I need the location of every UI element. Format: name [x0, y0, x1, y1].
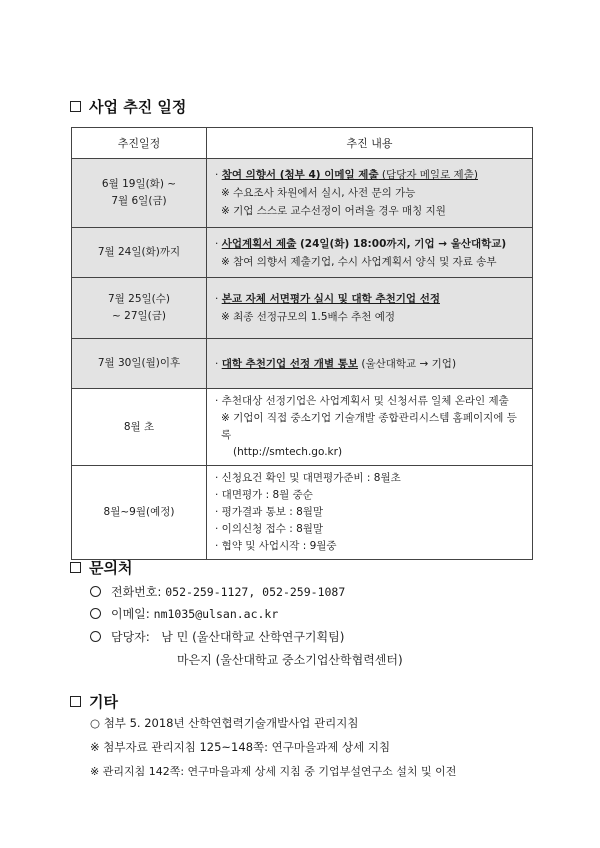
- circle-bullet-icon: [90, 631, 101, 642]
- table-row: [72, 466, 533, 560]
- row-date: 7월 25일(수) ~ 27일(금): [72, 278, 207, 339]
- section-title-etc: [70, 691, 118, 712]
- etc-line-1: ○ 첨부 5. 2018년 산학연협력기술개발사업 관리지침: [90, 716, 359, 730]
- row-note: ※ 참여 의향서 제출기업, 수시 사업계획서 양식 및 자료 송부: [221, 255, 497, 268]
- circle-bullet-icon: [90, 586, 101, 597]
- smtech-url: (http://smtech.go.kr): [233, 446, 343, 458]
- table-row: [72, 159, 533, 228]
- row-content: · 신청요건 확인 및 대면평가준비 : 8월초 · 대면평가 : 8월 중순 · 평가결과 통보 : 8월말 · 이의신청 접수 : 8월말 · 협약 및 사업시작 : 9월중: [207, 466, 533, 560]
- section-title-text: 문의처: [89, 559, 133, 577]
- table-row: [72, 389, 533, 466]
- email-address: nm1035@ulsan.ac.kr: [153, 606, 279, 621]
- schedule-table: [71, 127, 533, 560]
- row-content: · 추천대상 선정기업은 사업계획서 및 신청서류 일체 온라인 제출 ※ 기업이 직접 중소기업 기술개발 종합관리시스템 홈페이지에 등록 (http://smtech.go.kr): [207, 389, 533, 466]
- underlined-main-text: 참여 의향서 (첨부 4) 이메일 제출: [221, 169, 379, 181]
- contact-email: 이메일: nm1035@ulsan.ac.kr: [90, 605, 278, 622]
- contact-person: 담당자: 남 민 (울산대학교 산학연구기획팀): [90, 628, 344, 645]
- phone-number: 052-259-1127, 052-259-1087: [165, 584, 346, 599]
- header-content: 추진 내용: [207, 128, 533, 159]
- row-date: 8월~9월(예정): [72, 466, 207, 560]
- etc-line-2: ※ 첨부자료 관리지침 125~148쪽: 연구마을과제 상세 지침: [90, 740, 391, 754]
- row-content: · 사업계획서 제출 (24일(화) 18:00까지, 기업 → 울산대학교) ※ 참여 의향서 제출기업, 수시 사업계획서 양식 및 자료 송부: [207, 228, 533, 278]
- section-title-contact: [70, 557, 132, 578]
- row-date: 7월 30일(월)이후: [72, 339, 207, 389]
- checkbox-square-icon: [70, 101, 81, 112]
- section-title-text: 사업 추진 일정: [89, 98, 187, 116]
- table-row: [72, 339, 533, 389]
- row-date: 6월 19일(화) ~ 7월 6일(금): [72, 159, 207, 228]
- etc-line-3: ※ 관리지침 142쪽: 연구마을과제 상세 지침 중 기업부설연구소 설치 및 이전: [90, 765, 457, 778]
- underlined-main-text: 본교 자체 서면평가 실시 및 대학 추천기업 선정: [221, 293, 440, 305]
- checkbox-square-icon: [70, 696, 81, 707]
- row-content: · 대학 추천기업 선정 개별 통보 (울산대학교 → 기업): [207, 339, 533, 389]
- section-title-schedule: [70, 96, 186, 117]
- contact-person-2: 마은지 (울산대학교 중소기업산학협력센터): [177, 653, 403, 667]
- row-note: ※ 기업 스스로 교수선정이 어려울 경우 매칭 지원: [221, 205, 446, 217]
- section-title-text: 기타: [89, 693, 118, 711]
- table-header-row: [72, 128, 533, 159]
- header-date: 추진일정: [72, 128, 207, 159]
- underlined-main-text: 대학 추천기업 선정 개별 통보: [221, 357, 359, 370]
- row-note: ※ 수요조사 차원에서 실시, 사전 문의 가능: [221, 187, 416, 199]
- checkbox-square-icon: [70, 562, 81, 573]
- table-row: [72, 228, 533, 278]
- row-note: ※ 최종 선정규모의 1.5배수 추천 예정: [221, 311, 396, 323]
- row-content: · 본교 자체 서면평가 실시 및 대학 추천기업 선정 ※ 최종 선정규모의 1.5배수 추천 예정: [207, 278, 533, 339]
- row-date: 8월 초: [72, 389, 207, 466]
- contact-person-1: 남 민 (울산대학교 산학연구기획팀): [161, 630, 345, 644]
- row-content: · 참여 의향서 (첨부 4) 이메일 제출 (담당자 메일로 제출) ※ 수요조사 차원에서 실시, 사전 문의 가능 ※ 기업 스스로 교수선정이 어려울 경우 매칭 지원: [207, 159, 533, 228]
- table-row: [72, 278, 533, 339]
- underlined-main-text: 사업계획서 제출: [221, 237, 297, 250]
- circle-bullet-icon: [90, 608, 101, 619]
- row-date: 7월 24일(화)까지: [72, 228, 207, 278]
- contact-phone: 전화번호: 052-259-1127, 052-259-1087: [90, 583, 345, 600]
